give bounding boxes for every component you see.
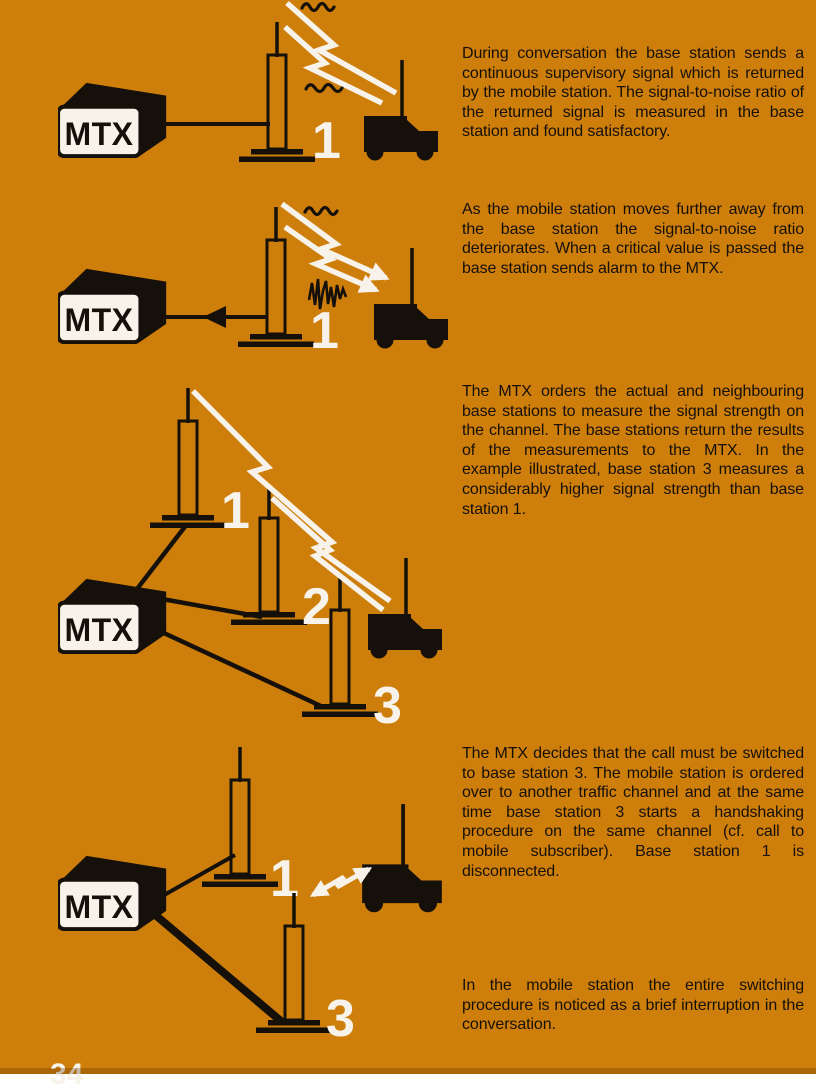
base-station-tower-icon xyxy=(238,207,314,347)
base-station-number: 2 xyxy=(302,578,331,636)
mobile-station-truck-icon xyxy=(374,248,448,349)
caption-paragraph-1: During conversation the base station sends a continuous supervisory signal which is returned by the mobile station. The signal-to-noise ratio of the returned signal is measured in the base station and found satisfactory. xyxy=(462,45,804,141)
landline-link xyxy=(151,627,323,707)
radio-signal-bolt-icon xyxy=(285,27,382,103)
interference-squiggle-icon xyxy=(306,85,342,92)
mtx-label: MTX xyxy=(64,302,134,338)
base-station-number: 1 xyxy=(312,112,341,170)
diagram-signal-measurement xyxy=(0,368,460,740)
diagram-alarm-to-mtx xyxy=(0,190,460,365)
diagram-supervisory-signal xyxy=(0,0,460,186)
mtx-label: MTX xyxy=(64,612,134,648)
caption-paragraph-5: In the mobile station the entire switching procedure is noticed as a brief interruption in the conversation. xyxy=(462,977,804,1034)
interference-squiggle-icon xyxy=(305,208,337,215)
base-station-number: 1 xyxy=(310,302,339,360)
base-station-number: 3 xyxy=(373,677,402,735)
interference-squiggle-icon xyxy=(302,4,334,11)
base-station-number: 1 xyxy=(270,850,299,908)
mobile-station-truck-icon xyxy=(364,60,438,161)
caption-paragraph-4: The MTX decides that the call must be switched to base station 3. The mobile station is ordered over to another traffic channel and at the same time base station 3 starts a handshaking procedure on the same channel (cf. call to mobile subscriber). Base station 1 is disconnected. xyxy=(462,745,804,880)
landline-link-active xyxy=(153,913,282,1022)
caption-paragraph-3: The MTX orders the actual and neighbouring base stations to measure the signal strength on the channel. The base stations return the results of the measurements to the MTX. In the example illustrated, base station 3 measures a considerably higher signal strength than base station 1. xyxy=(462,383,804,518)
radio-signal-bolt-icon xyxy=(285,227,376,290)
alarm-arrowhead-icon xyxy=(203,306,226,328)
mtx-label: MTX xyxy=(64,889,134,925)
mobile-station-truck-icon xyxy=(362,804,442,912)
scan-edge-shadow xyxy=(0,1068,816,1074)
base-station-number: 3 xyxy=(326,990,355,1048)
base-station-number: 1 xyxy=(221,482,250,540)
diagram-handover xyxy=(0,742,460,1052)
handshake-bolt-icon xyxy=(313,869,369,895)
landline-link xyxy=(137,524,187,589)
caption-paragraph-2: As the mobile station moves further away from the base station the signal-to-noise ratio deteriorates. When a critical value is passed the base station sends alarm to the MTX. xyxy=(462,201,804,277)
mtx-label: MTX xyxy=(64,116,134,152)
page-number: 34 xyxy=(50,1058,84,1091)
radio-signal-bolt-icon xyxy=(287,3,396,93)
